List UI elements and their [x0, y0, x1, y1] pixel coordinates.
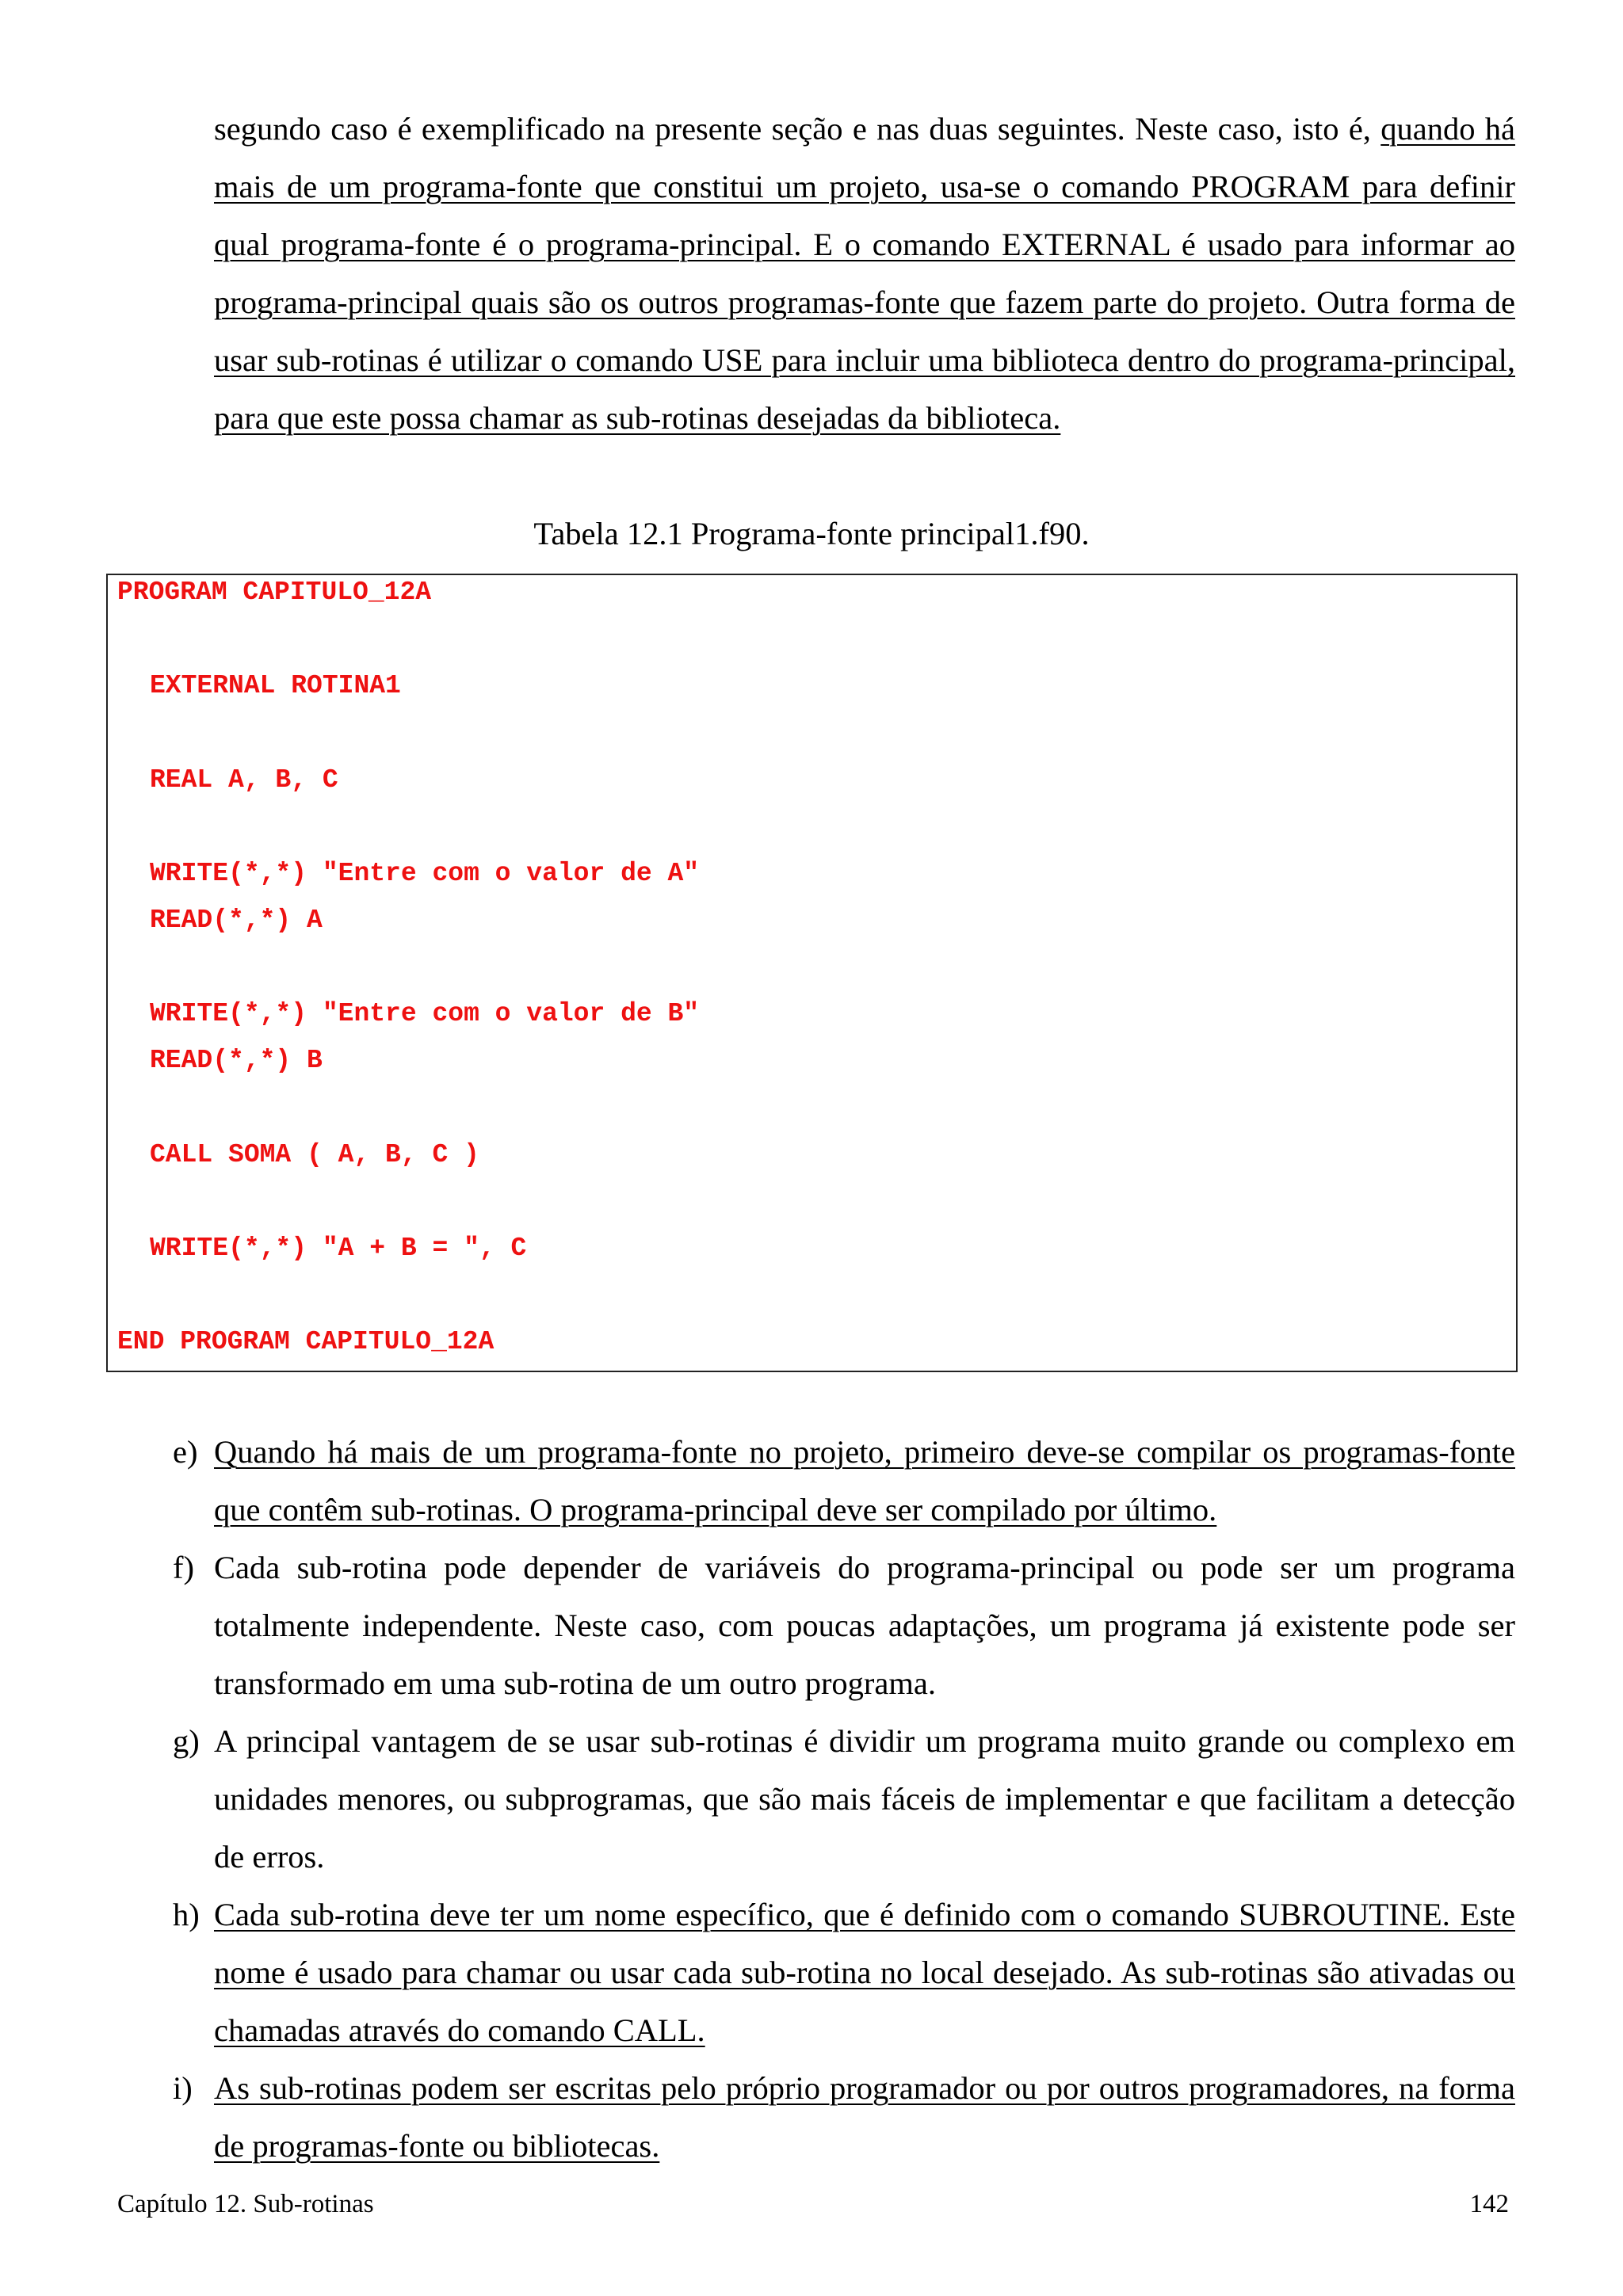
- list-item-marker: i): [173, 2070, 193, 2106]
- code-line: WRITE(*,*) "A + B = ", C: [150, 1234, 527, 1263]
- intro-plain-text: segundo caso é exemplificado na presente seção e nas duas seguintes. Neste caso, isto é,: [214, 111, 1381, 147]
- code-line: READ(*,*) B: [150, 1046, 323, 1075]
- code-line: CALL SOMA ( A, B, C ): [150, 1140, 479, 1169]
- page-number: 142: [1469, 2190, 1509, 2218]
- table-caption: Tabela 12.1 Programa-fonte principal1.f90.: [533, 516, 1090, 551]
- code-line: END PROGRAM CAPITULO_12A: [117, 1327, 495, 1356]
- footer-chapter: Capítulo 12. Sub-rotinas: [117, 2190, 374, 2218]
- code-line: EXTERNAL ROTINA1: [150, 671, 401, 700]
- code-line: WRITE(*,*) "Entre com o valor de A": [150, 859, 700, 888]
- list-item-text: Cada sub-rotina deve ter um nome específico, que é definido com o comando SUBROUTINE. Este nome é usado para chamar ou usar cada sub-rotina no local desejado. As sub-rotinas são ativadas ou chamadas através do comando CALL.: [214, 1897, 1515, 2048]
- list-item-marker: g): [173, 1723, 200, 1759]
- code-line: PROGRAM CAPITULO_12A: [117, 578, 432, 607]
- code-line: REAL A, B, C: [150, 765, 338, 795]
- list-item-marker: e): [173, 1434, 198, 1470]
- intro-paragraph: [214, 100, 1515, 447]
- list-item-marker: h): [173, 1897, 200, 1932]
- list-item-marker: f): [173, 1550, 194, 1585]
- code-line: READ(*,*) A: [150, 906, 323, 935]
- code-listing: [106, 574, 1518, 1372]
- code-line: WRITE(*,*) "Entre com o valor de B": [150, 999, 700, 1028]
- list-item-text: A principal vantagem de se usar sub-rotinas é dividir um programa muito grande ou complexo em unidades menores, ou subprogramas, que são mais fáceis de implementar e que facilitam a detecção de erros.: [214, 1723, 1515, 1875]
- list-item-text: Quando há mais de um programa-fonte no projeto, primeiro deve-se compilar os programas-fonte que contêm sub-rotinas. O programa-principal deve ser compilado por último.: [214, 1434, 1515, 1527]
- intro-underlined-text: quando há mais de um programa-fonte que constitui um projeto, usa-se o comando PROGRAM para definir qual programa-fonte é o programa-principal. E o comando EXTERNAL é usado para informar ao programa-principal quais são os outros programas-fonte que fazem parte do projeto. Outra forma de usar sub-rotinas é utilizar o comando USE para incluir uma biblioteca dentro do programa-principal, para que este possa chamar as sub-rotinas desejadas da biblioteca.: [214, 111, 1516, 436]
- list-item-text: Cada sub-rotina pode depender de variáveis do programa-principal ou pode ser um programa totalmente independente. Neste caso, com poucas adaptações, um programa já existente pode ser transformado em uma sub-rotina de um outro programa.: [214, 1550, 1515, 1701]
- list-item-text: As sub-rotinas podem ser escritas pelo próprio programador ou por outros programadores, na forma de programas-fonte ou bibliotecas.: [214, 2070, 1515, 2164]
